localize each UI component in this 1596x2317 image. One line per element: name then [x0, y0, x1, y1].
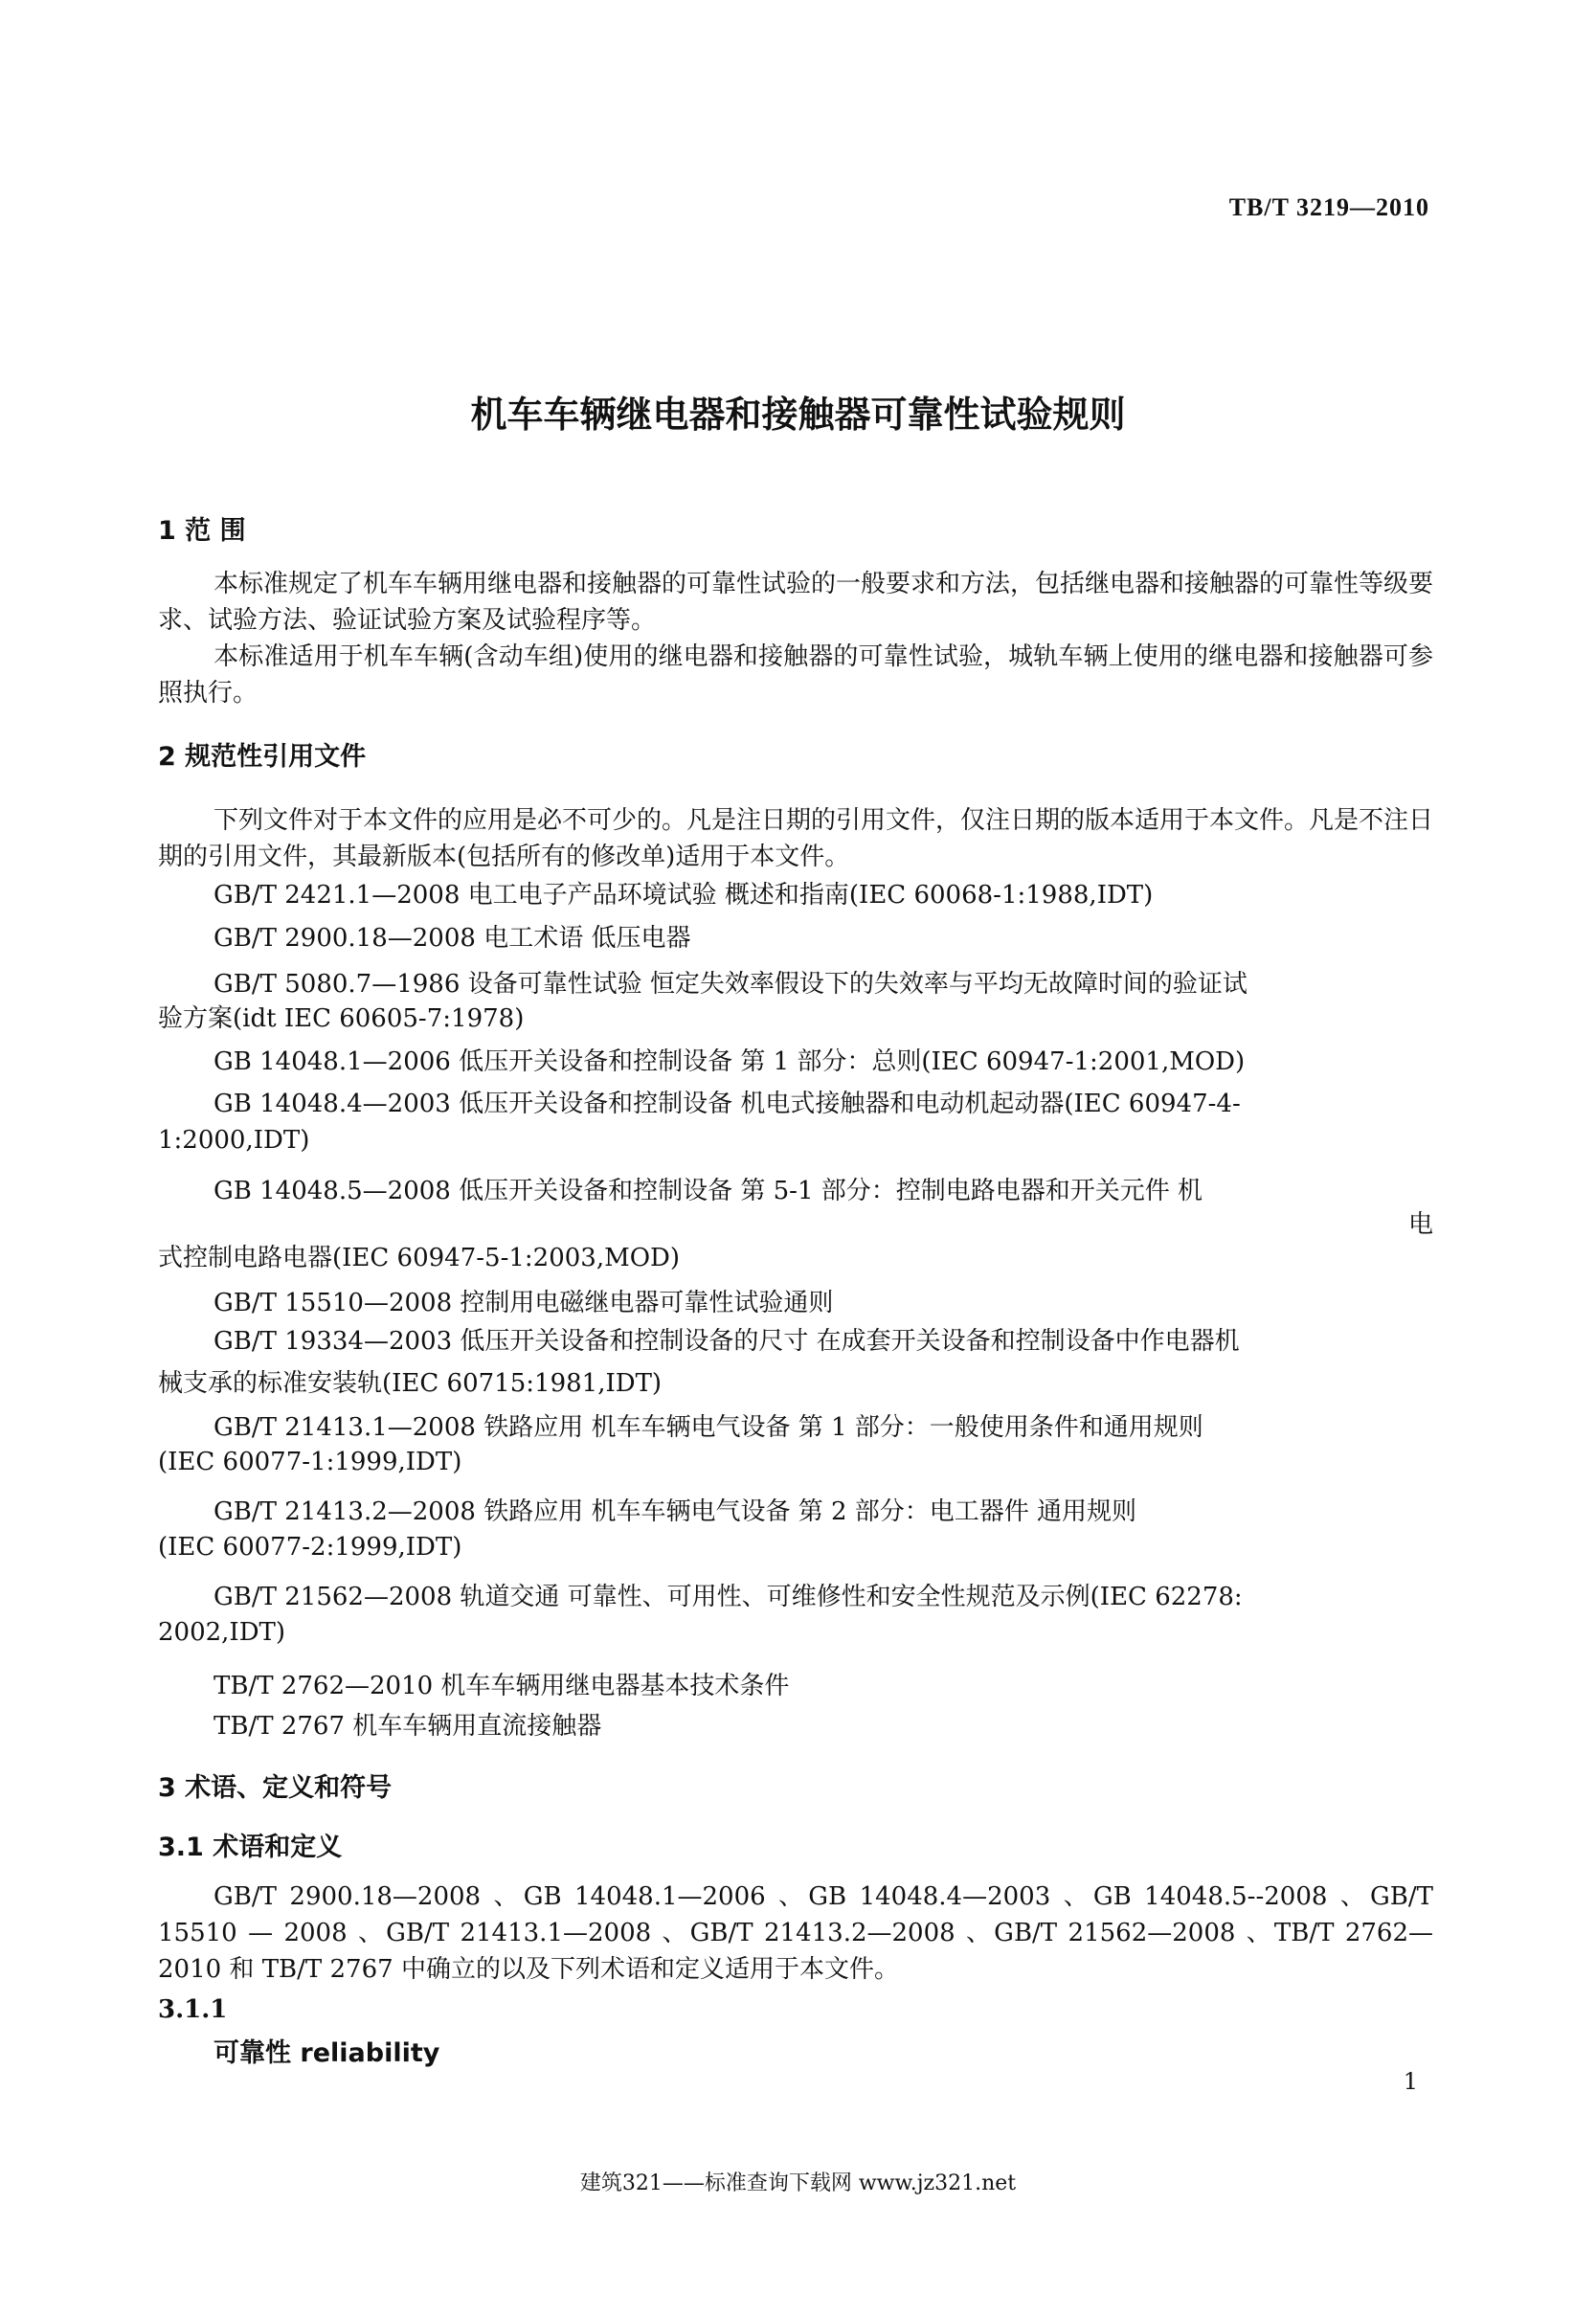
reference-item: TB/T 2762—2010 机车车辆用继电器基本技术条件 [214, 1672, 790, 1700]
reference-item-continued: 械支承的标准安装轨(IEC 60715:1981,IDT) [158, 1369, 663, 1398]
section-2-heading: 2 规范性引用文件 [158, 742, 367, 772]
reference-item: GB/T 15510—2008 控制用电磁继电器可靠性试验通则 [214, 1289, 834, 1317]
reference-item-continued: 1:2000,IDT) [158, 1126, 310, 1155]
reference-item: GB/T 2421.1—2008 电工电子产品环境试验 概述和指南(IEC 60068-1:1988,IDT) [214, 881, 1154, 910]
reference-item-continued: 验方案(idt IEC 60605-7:1978) [158, 1004, 525, 1033]
section-1-paragraph-2: 本标准适用于机车车辆(含动车组)使用的继电器和接触器的可靠性试验，城轨车辆上使用的继电器和接触器可参照执行。 [158, 642, 1433, 708]
page-number: 1 [1403, 2068, 1418, 2095]
reference-item: GB/T 19334—2003 低压开关设备和控制设备的尺寸 在成套开关设备和控制设备中作电器机 [214, 1327, 1240, 1356]
reference-item: GB/T 5080.7—1986 设备可靠性试验 恒定失效率假设下的失效率与平均无故障时间的验证试 [214, 970, 1248, 999]
reference-item-continued: (IEC 60077-1:1999,IDT) [158, 1448, 462, 1476]
reference-item-wrap: 电 [1407, 1210, 1433, 1239]
reference-item: GB/T 2900.18—2008 电工术语 低压电器 [214, 924, 691, 953]
reference-item: TB/T 2767 机车车辆用直流接触器 [214, 1712, 602, 1741]
standard-code: TB/T 3219—2010 [1228, 193, 1429, 221]
document-title: 机车车辆继电器和接触器可靠性试验规则 [470, 394, 1126, 436]
section-3-heading: 3 术语、定义和符号 [158, 1773, 393, 1803]
clause-number: 3.1.1 [158, 1995, 228, 2024]
reference-item-continued: 式控制电路电器(IEC 60947-5-1:2003,MOD) [158, 1244, 681, 1272]
reference-item-continued: (IEC 60077-2:1999,IDT) [158, 1533, 462, 1562]
reference-item: GB 14048.4—2003 低压开关设备和控制设备 机电式接触器和电动机起动器(IEC 60947-4- [214, 1090, 1241, 1118]
term-heading: 可靠性 reliability [214, 2038, 440, 2068]
reference-item: GB/T 21413.1—2008 铁路应用 机车车辆电气设备 第 1 部分：一般使用条件和通用规则 [214, 1413, 1203, 1442]
reference-item: GB 14048.1—2006 低压开关设备和控制设备 第 1 部分：总则(IEC 60947-1:2001,MOD) [214, 1047, 1246, 1076]
section-3-1-paragraph: GB/T 2900.18—2008 、GB 14048.1—2006 、GB 14048.4—2003 、GB 14048.5--2008 、GB/T 15510 — 2008 、GB/T 21413.1—2008 、GB/T 21413.2—2008 、GB/T 21562—2008 、TB/T 2762—2010 和 TB/T 2767 中确立的以及下列术语和定义适用于本文件。 [158, 1882, 1433, 1984]
reference-item-continued: 2002,IDT) [158, 1618, 286, 1647]
reference-item: GB 14048.5—2008 低压开关设备和控制设备 第 5-1 部分：控制电路电器和开关元件 机 [214, 1177, 1203, 1205]
section-2-intro: 下列文件对于本文件的应用是必不可少的。凡是注日期的引用文件，仅注日期的版本适用于本文件。凡是不注日期的引用文件，其最新版本(包括所有的修改单)适用于本文件。 [158, 806, 1434, 871]
section-1-heading: 1 范 围 [158, 516, 246, 546]
footer-watermark: 建筑321——标准查询下载网 www.jz321.net [579, 2171, 1017, 2195]
section-1-paragraph-1: 本标准规定了机车车辆用继电器和接触器的可靠性试验的一般要求和方法，包括继电器和接触器的可靠性等级要求、试验方法、验证试验方案及试验程序等。 [158, 570, 1434, 635]
reference-item: GB/T 21562—2008 轨道交通 可靠性、可用性、可维修性和安全性规范及示例(IEC 62278: [214, 1583, 1243, 1611]
reference-item: GB/T 21413.2—2008 铁路应用 机车车辆电气设备 第 2 部分：电工器件 通用规则 [214, 1497, 1137, 1526]
section-3-1-heading: 3.1 术语和定义 [158, 1833, 343, 1862]
